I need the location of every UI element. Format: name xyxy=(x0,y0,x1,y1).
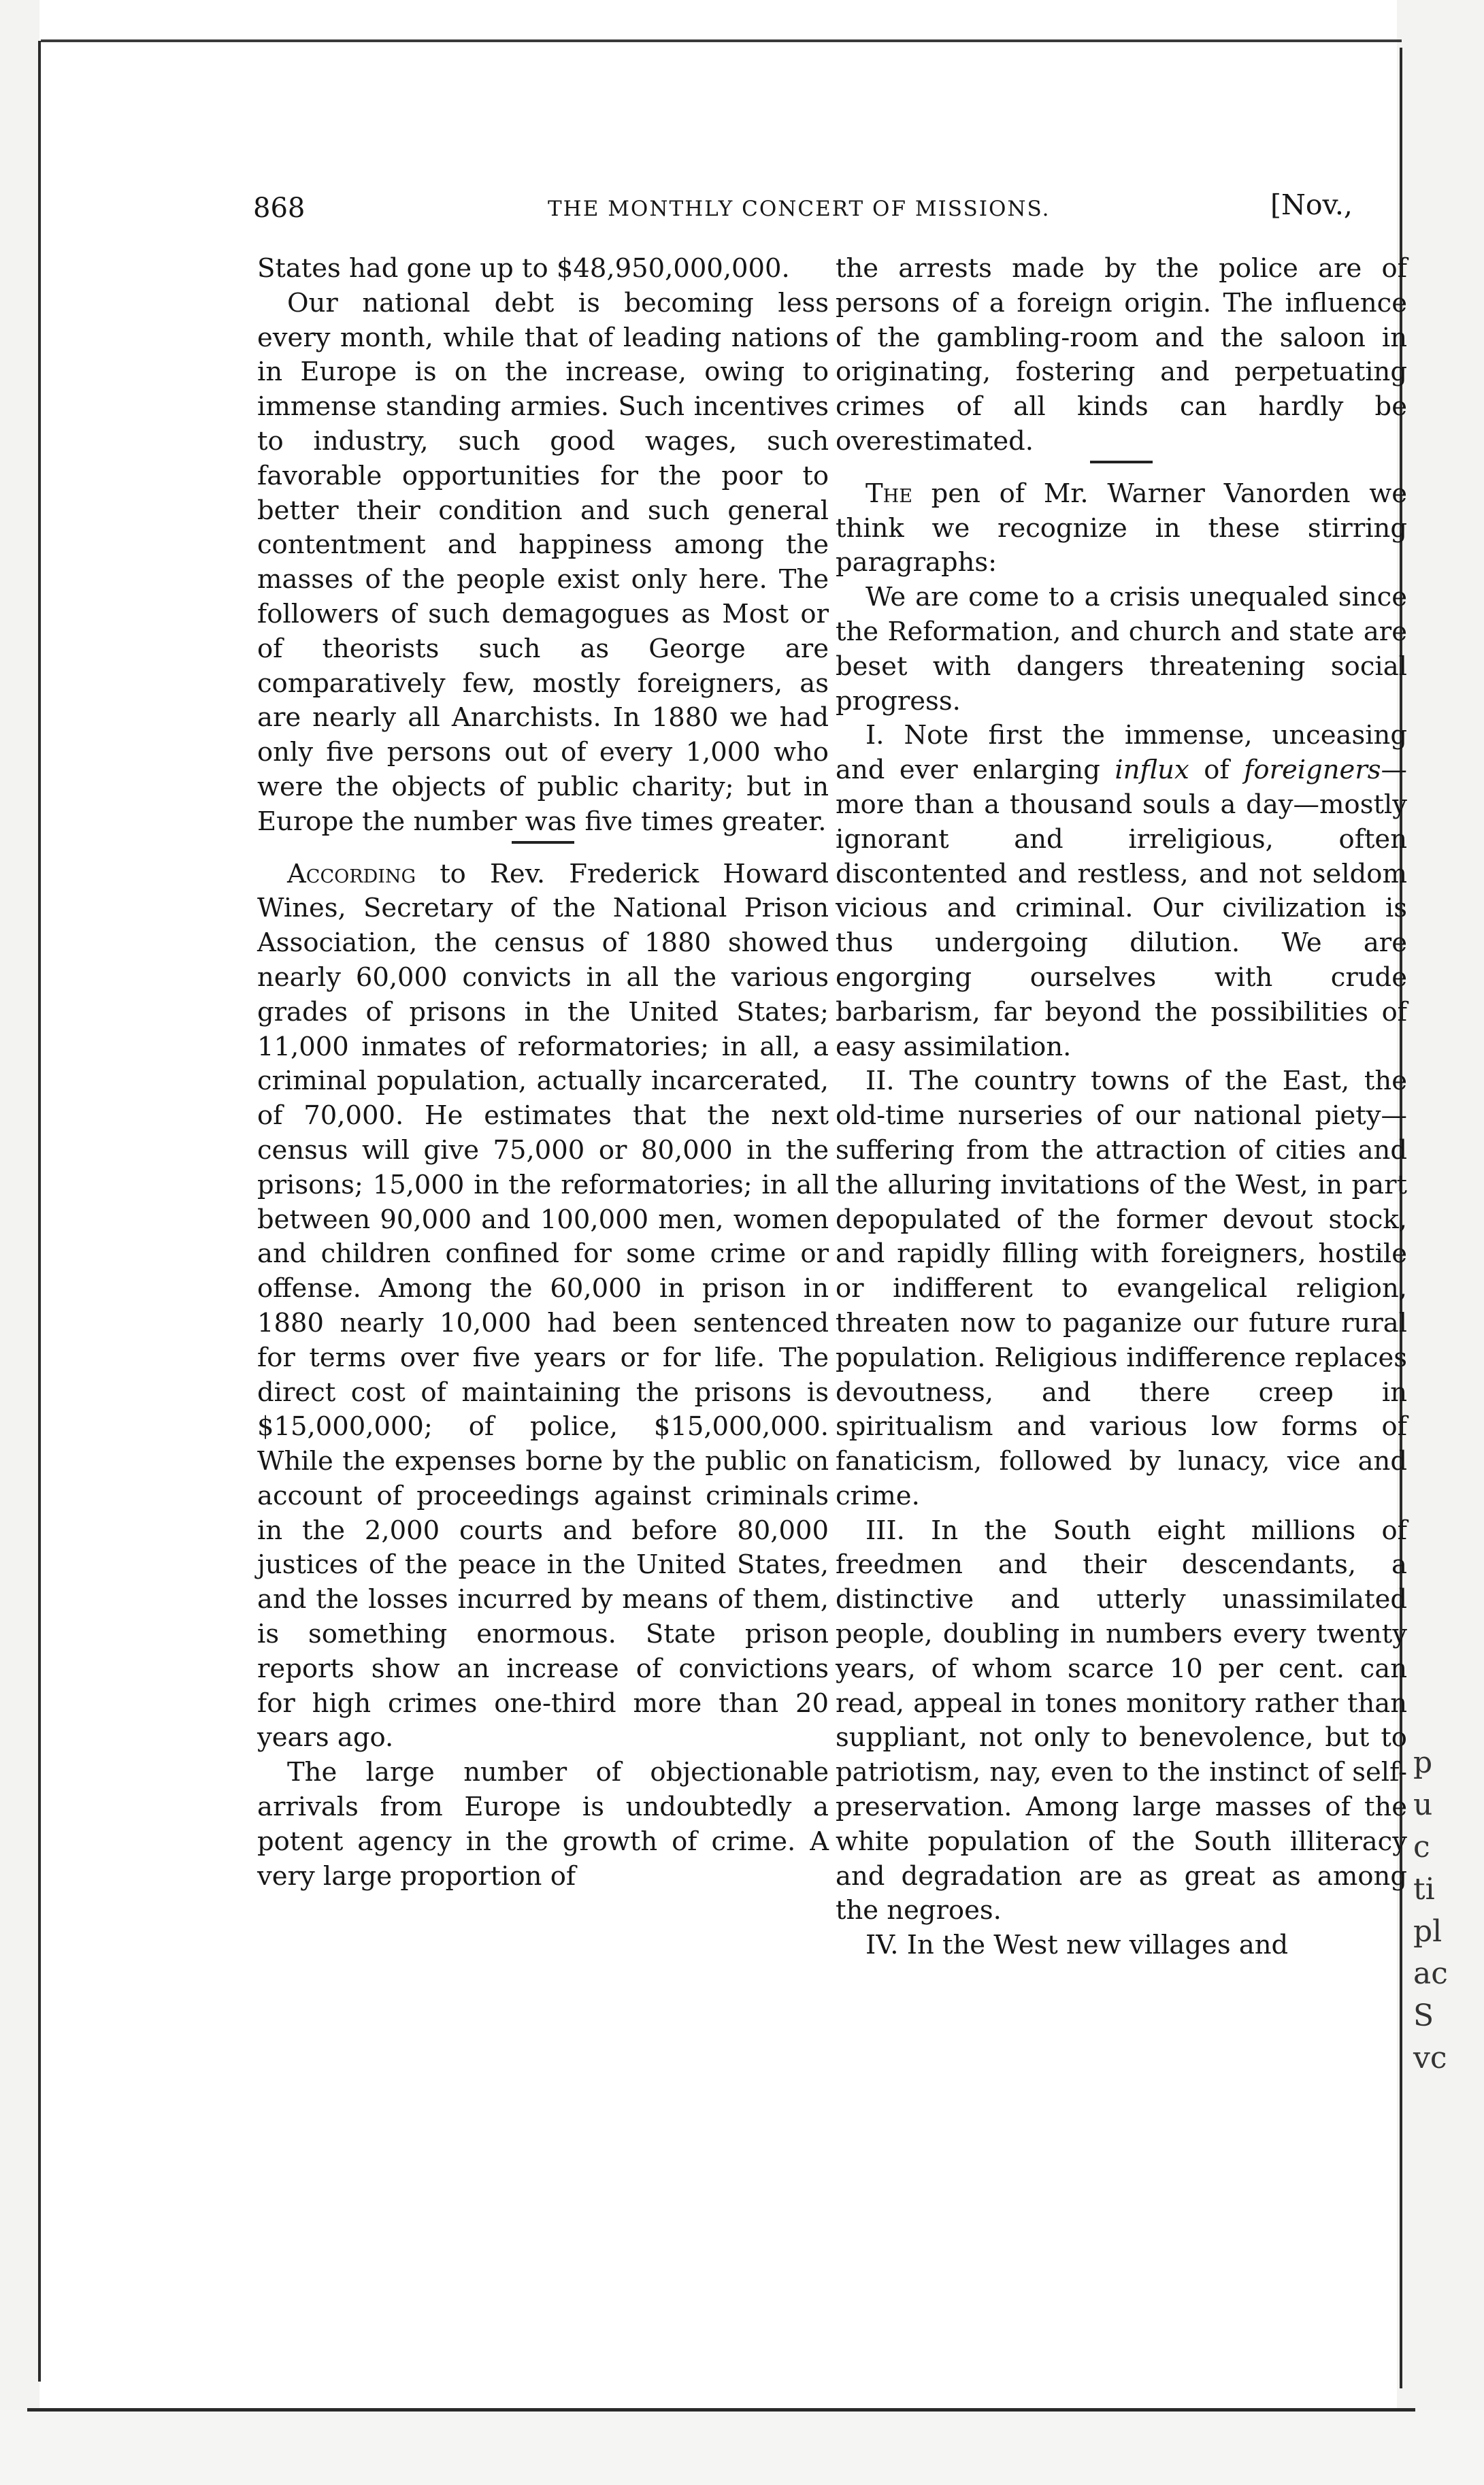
paragraph: We are come to a crisis unequaled since the Reformation, and church and state are beset with dangers threatening social progress. xyxy=(836,582,1407,717)
paragraph: States had gone up to $48,950,000,000. xyxy=(257,253,790,284)
facing-page-fragment: ac xyxy=(1413,1956,1448,1991)
italic-word: influx xyxy=(1115,755,1189,786)
paragraph: the arrests made by the police are of persons of a foreign origin. The influence of the gambling-room and the saloon in originating, fostering and perpetuating crimes of all kinds can hardly be overestimated. xyxy=(836,253,1407,457)
paragraph-text: of xyxy=(1189,755,1244,786)
facing-page-fragments xyxy=(1413,1742,1474,2079)
facing-page-fragment: pl xyxy=(1413,1914,1442,1949)
right-column xyxy=(836,252,1407,1963)
lead-word: According xyxy=(287,858,416,889)
left-column xyxy=(257,252,829,1894)
italic-word: foreigners xyxy=(1244,755,1381,786)
page-header xyxy=(253,188,1410,233)
facing-page-fragment: u xyxy=(1413,1788,1433,1822)
scan-top-border xyxy=(41,39,1402,42)
paragraph-text: to Rev. Frederick Howard Wines, Secretary of the National Prison Association, the census of 1880 showed nearly 60,000 convicts in all the various grades of prisons in the United States; 11,000 inmates of reformatories; in all, a criminal population, actually incarcerated, of 70,000. He estimates that the next census will give 75,000 or 80,000 in the prisons; 15,000 in the reformatories; in all between 90,000 and 100,000 men, women and children confined for some crime or offense. Among the 60,000 in prison in 1880 nearly 10,000 had been sentenced for terms over five years or for life. The direct cost of maintaining the prisons is $15,000,000; of police, $15,000,000. While the expenses borne by the public on account of proceedings against criminals in the 2,000 courts and before 80,000 justices of the peace in the United States, and the losses incurred by means of them, is something enormous. State prison reports show an increase of convictions for high crimes one-third more than 20 years ago. xyxy=(257,858,829,1754)
running-title: THE MONTHLY CONCERT OF MISSIONS. xyxy=(548,197,1051,221)
paragraph: The large number of objectionable arrivals from Europe is undoubtedly a potent agency in the growth of crime. A very large proportion of xyxy=(257,1757,829,1892)
scan-left-border xyxy=(38,41,41,2382)
scan-bottom-border xyxy=(27,2408,1415,2412)
scan-bottom-margin xyxy=(0,2410,1484,2485)
facing-page-fragment: vc xyxy=(1413,2041,1447,2075)
section-separator xyxy=(1090,461,1153,463)
lead-word: The xyxy=(865,478,912,509)
paragraph-text: pen of Mr. Warner Vanorden we think we recognize in these stirring paragraphs: xyxy=(836,478,1407,578)
paragraph: III. In the South eight millions of freedmen and their descendants, a distinctive and utterly unassimilated people, doubling in numbers every twenty years, of whom scarce 10 per cent. can read, appeal in tones monitory rather than suppliant, not only to benevolence, but to patriotism, nay, even to the instinct of self-preservation. Among large masses of the white population of the South illiteracy and degradation are as great as among the negroes. xyxy=(836,1515,1407,1926)
paragraph xyxy=(836,477,1407,580)
facing-page-fragment: S xyxy=(1413,1998,1434,2033)
paragraph-text: I. Note first the immense, unceasing and ever enlarging xyxy=(836,720,1407,786)
paragraph: II. The country towns of the East, the old-time nurseries of our national piety—suffering from the attraction of cities and the alluring invitations of the West, in part depopulated of the former devout stock, and rapidly filling with foreigners, hostile or indifferent to evangelical religion, threaten now to paganize our future rural population. Religious indifference replaces devoutness, and there creep in spiritualism and various low forms of fanaticism, followed by lunacy, vice and crime. xyxy=(836,1066,1407,1511)
scan-left-margin xyxy=(0,0,39,2485)
page-number: 868 xyxy=(253,193,306,224)
paragraph-text: —more than a thousand souls a day—mostly ignorant and irreligious, often discontented and restless, and not seldom vicious and criminal. Our civilization is thus undergoing dilution. We are engorging ourselves with crude barbarism, far beyond the possibilities of easy assimilation. xyxy=(836,755,1407,1062)
issue-marker: [Nov., xyxy=(1270,188,1353,221)
paragraph xyxy=(836,719,1407,1064)
paragraph: IV. In the West new villages and xyxy=(865,1930,1289,1961)
paragraph: Our national debt is becoming less every month, while that of leading nations in Europe is on the increase, owing to immense standing armies. Such incentives to industry, such good wages, such favorable opportunities for the poor to better their condition and such general contentment and happiness among the masses of the people exist only here. The followers of such demagogues as Most or of theorists such as George are comparatively few, mostly foreigners, as are nearly all Anarchists. In 1880 we had only five persons out of every 1,000 who were the objects of public charity; but in Europe the number was five times greater. xyxy=(257,287,829,837)
scan-right-margin xyxy=(1397,0,1484,2485)
facing-page-fragment: p xyxy=(1413,1745,1433,1780)
facing-page-fragment: ti xyxy=(1413,1872,1435,1907)
section-separator xyxy=(512,841,574,844)
facing-page-fragment: c xyxy=(1413,1830,1430,1864)
paragraph xyxy=(257,857,829,1756)
